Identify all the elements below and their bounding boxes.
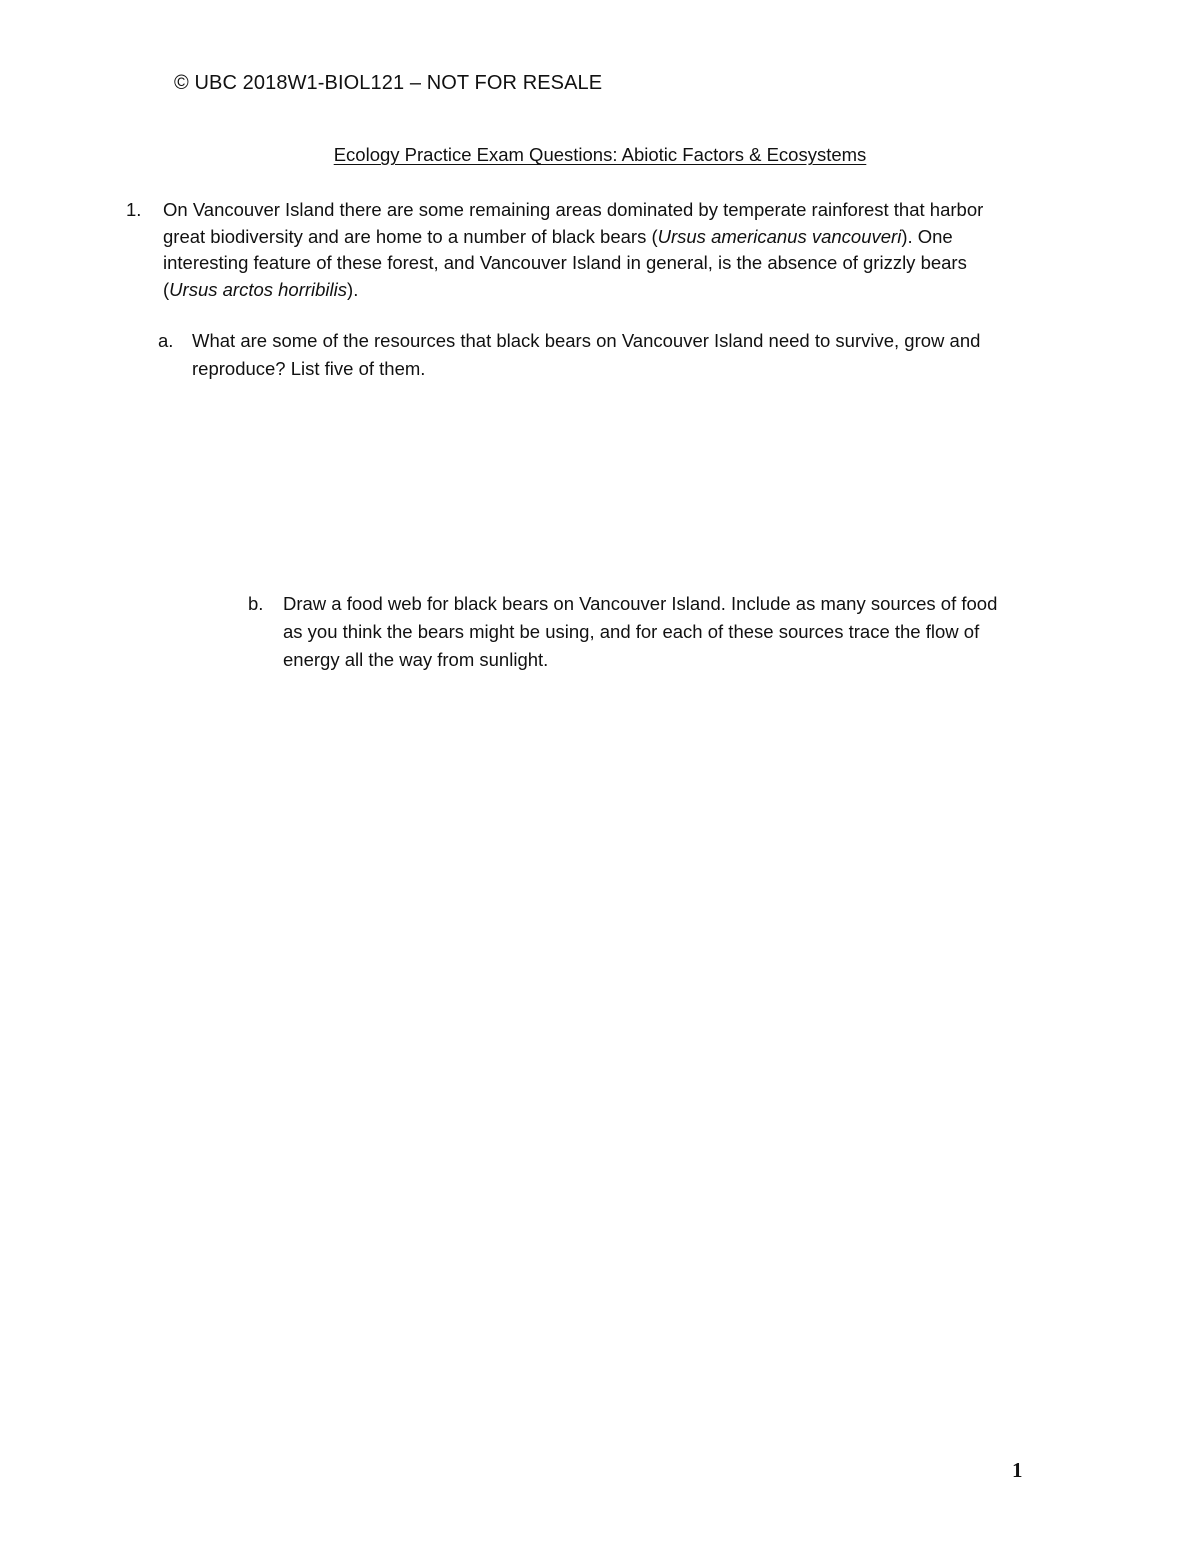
- question-1-text-part-3: ).: [347, 278, 359, 300]
- subquestion-b-letter: b.: [248, 593, 264, 614]
- question-1-text-part-2: ). One interesting feature of these forest, and Vancouver Island in general, is the absence of grizzly bears (: [163, 225, 967, 300]
- question-1-text: [163, 197, 1006, 303]
- subquestion-a-letter: a.: [158, 330, 174, 351]
- species-name-black-bear: Ursus americanus vancouveri: [657, 225, 902, 247]
- question-1-number: 1.: [126, 199, 142, 220]
- copyright-header: © UBC 2018W1-BIOL121 – NOT FOR RESALE: [174, 72, 603, 94]
- question-1-text-part-1: On Vancouver Island there are some remaining areas dominated by temperate rainforest that harbor great biodiversity and are home to a number of black bears (: [163, 199, 984, 247]
- page-number: 1: [1012, 1458, 1023, 1482]
- subquestion-a: [158, 327, 1008, 383]
- document-title: Ecology Practice Exam Questions: Abiotic Factors & Ecosystems: [333, 144, 867, 165]
- question-1: [126, 197, 1006, 303]
- subquestion-b: [248, 590, 1018, 674]
- species-name-grizzly-bear: Ursus arctos horribilis: [169, 278, 348, 300]
- subquestion-b-text: Draw a food web for black bears on Vancouver Island. Include as many sources of food as you think the bears might be using, and for each of these sources trace the flow of energy all the way from sunlight.: [283, 593, 998, 670]
- subquestion-a-text: What are some of the resources that black bears on Vancouver Island need to survive, grow and reproduce? List five of them.: [192, 330, 981, 379]
